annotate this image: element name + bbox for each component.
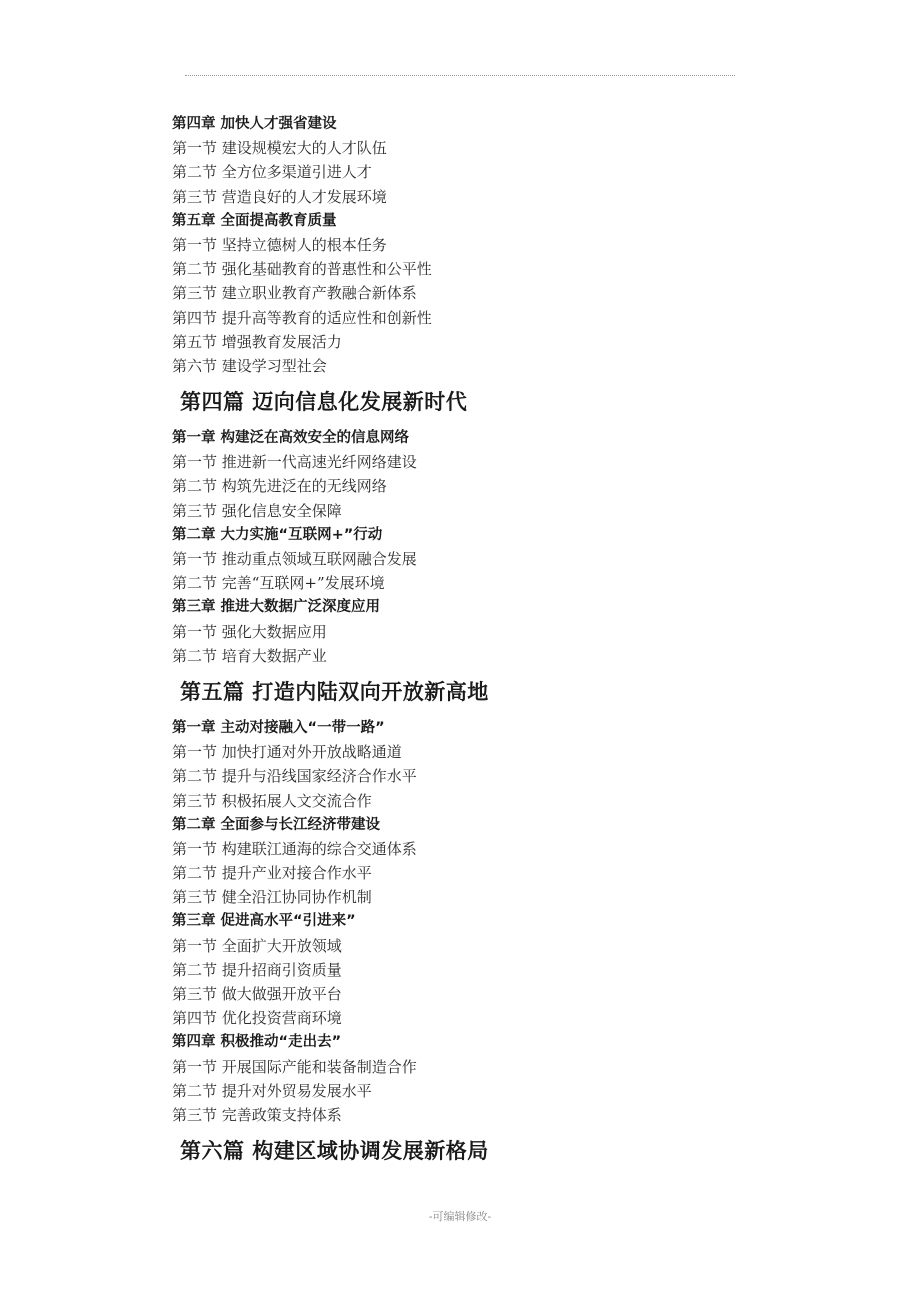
toc-section: 第二节 提升对外贸易发展水平 <box>172 1081 372 1100</box>
toc-section: 第二节 提升与沿线国家经济合作水平 <box>172 767 417 786</box>
toc-chapter: 第一章 主动对接融入“一带一路” <box>172 719 385 736</box>
toc-section: 第三节 积极拓展人文交流合作 <box>172 791 372 810</box>
toc-section: 第一节 构建联江通海的综合交通体系 <box>172 839 417 858</box>
toc-section: 第一节 推动重点领域互联网融合发展 <box>172 550 417 568</box>
toc-section: 第二节 提升招商引资质量 <box>172 960 342 979</box>
toc-chapter: 第四章 加快人才强省建设 <box>172 116 337 132</box>
toc-section: 第二节 全方位多渠道引进人才 <box>172 163 372 182</box>
toc-section: 第一节 推进新一代高速光纤网络建设 <box>172 453 417 472</box>
toc-part: 第五篇 打造内陆双向开放新高地 <box>180 679 489 704</box>
header-divider <box>185 75 735 76</box>
toc-chapter: 第二章 全面参与长江经济带建设 <box>172 816 381 833</box>
toc-section: 第一节 建设规模宏大的人才队伍 <box>172 139 387 158</box>
toc-section: 第一节 全面扩大开放领域 <box>172 936 342 955</box>
toc-part: 第六篇 构建区域协调发展新格局 <box>180 1139 489 1164</box>
toc-chapter: 第三章 促进高水平“引进来” <box>172 913 356 930</box>
toc-chapter: 第一章 构建泛在高效安全的信息网络 <box>172 430 410 447</box>
toc-part: 第四篇 迈向信息化发展新时代 <box>180 390 468 415</box>
toc-chapter: 第五章 全面提高教育质量 <box>172 212 337 229</box>
toc-section: 第二节 完善“互联网+”发展环境 <box>172 574 385 593</box>
toc-section: 第三节 建立职业教育产教融合新体系 <box>172 284 417 303</box>
toc-section: 第三节 强化信息安全保障 <box>172 501 342 520</box>
toc-section: 第五节 增强教育发展活力 <box>172 332 342 351</box>
toc-section: 第一节 开展国际产能和装备制造合作 <box>172 1057 417 1076</box>
toc-section: 第二节 培育大数据产业 <box>172 646 327 665</box>
toc-section: 第二节 提升产业对接合作水平 <box>172 864 372 883</box>
toc-section: 第三节 营造良好的人才发展环境 <box>172 187 387 206</box>
toc-section: 第一节 加快打通对外开放战略通道 <box>172 743 402 762</box>
toc-section: 第三节 健全沿江协同协作机制 <box>172 888 372 907</box>
toc-section: 第四节 提升高等教育的适应性和创新性 <box>172 308 432 327</box>
toc-chapter: 第四章 积极推动“走出去” <box>172 1034 342 1051</box>
toc-section: 第二节 构筑先进泛在的无线网络 <box>172 477 387 496</box>
toc-chapter: 第二章 大力实施“互联网+”行动 <box>172 526 383 543</box>
toc-section: 第三节 做大做强开放平台 <box>172 985 342 1003</box>
toc-section: 第六节 建设学习型社会 <box>172 356 327 375</box>
toc-chapter: 第三章 推进大数据广泛深度应用 <box>172 599 381 616</box>
table-of-contents <box>172 112 772 1175</box>
toc-section: 第一节 强化大数据应用 <box>172 622 327 641</box>
toc-section: 第四节 优化投资营商环境 <box>172 1009 342 1028</box>
toc-section: 第一节 坚持立德树人的根本任务 <box>172 235 387 254</box>
page-footer: -可编辑修改- <box>428 1210 492 1223</box>
toc-section: 第二节 强化基础教育的普惠性和公平性 <box>172 260 432 279</box>
toc-section: 第三节 完善政策支持体系 <box>172 1105 342 1124</box>
